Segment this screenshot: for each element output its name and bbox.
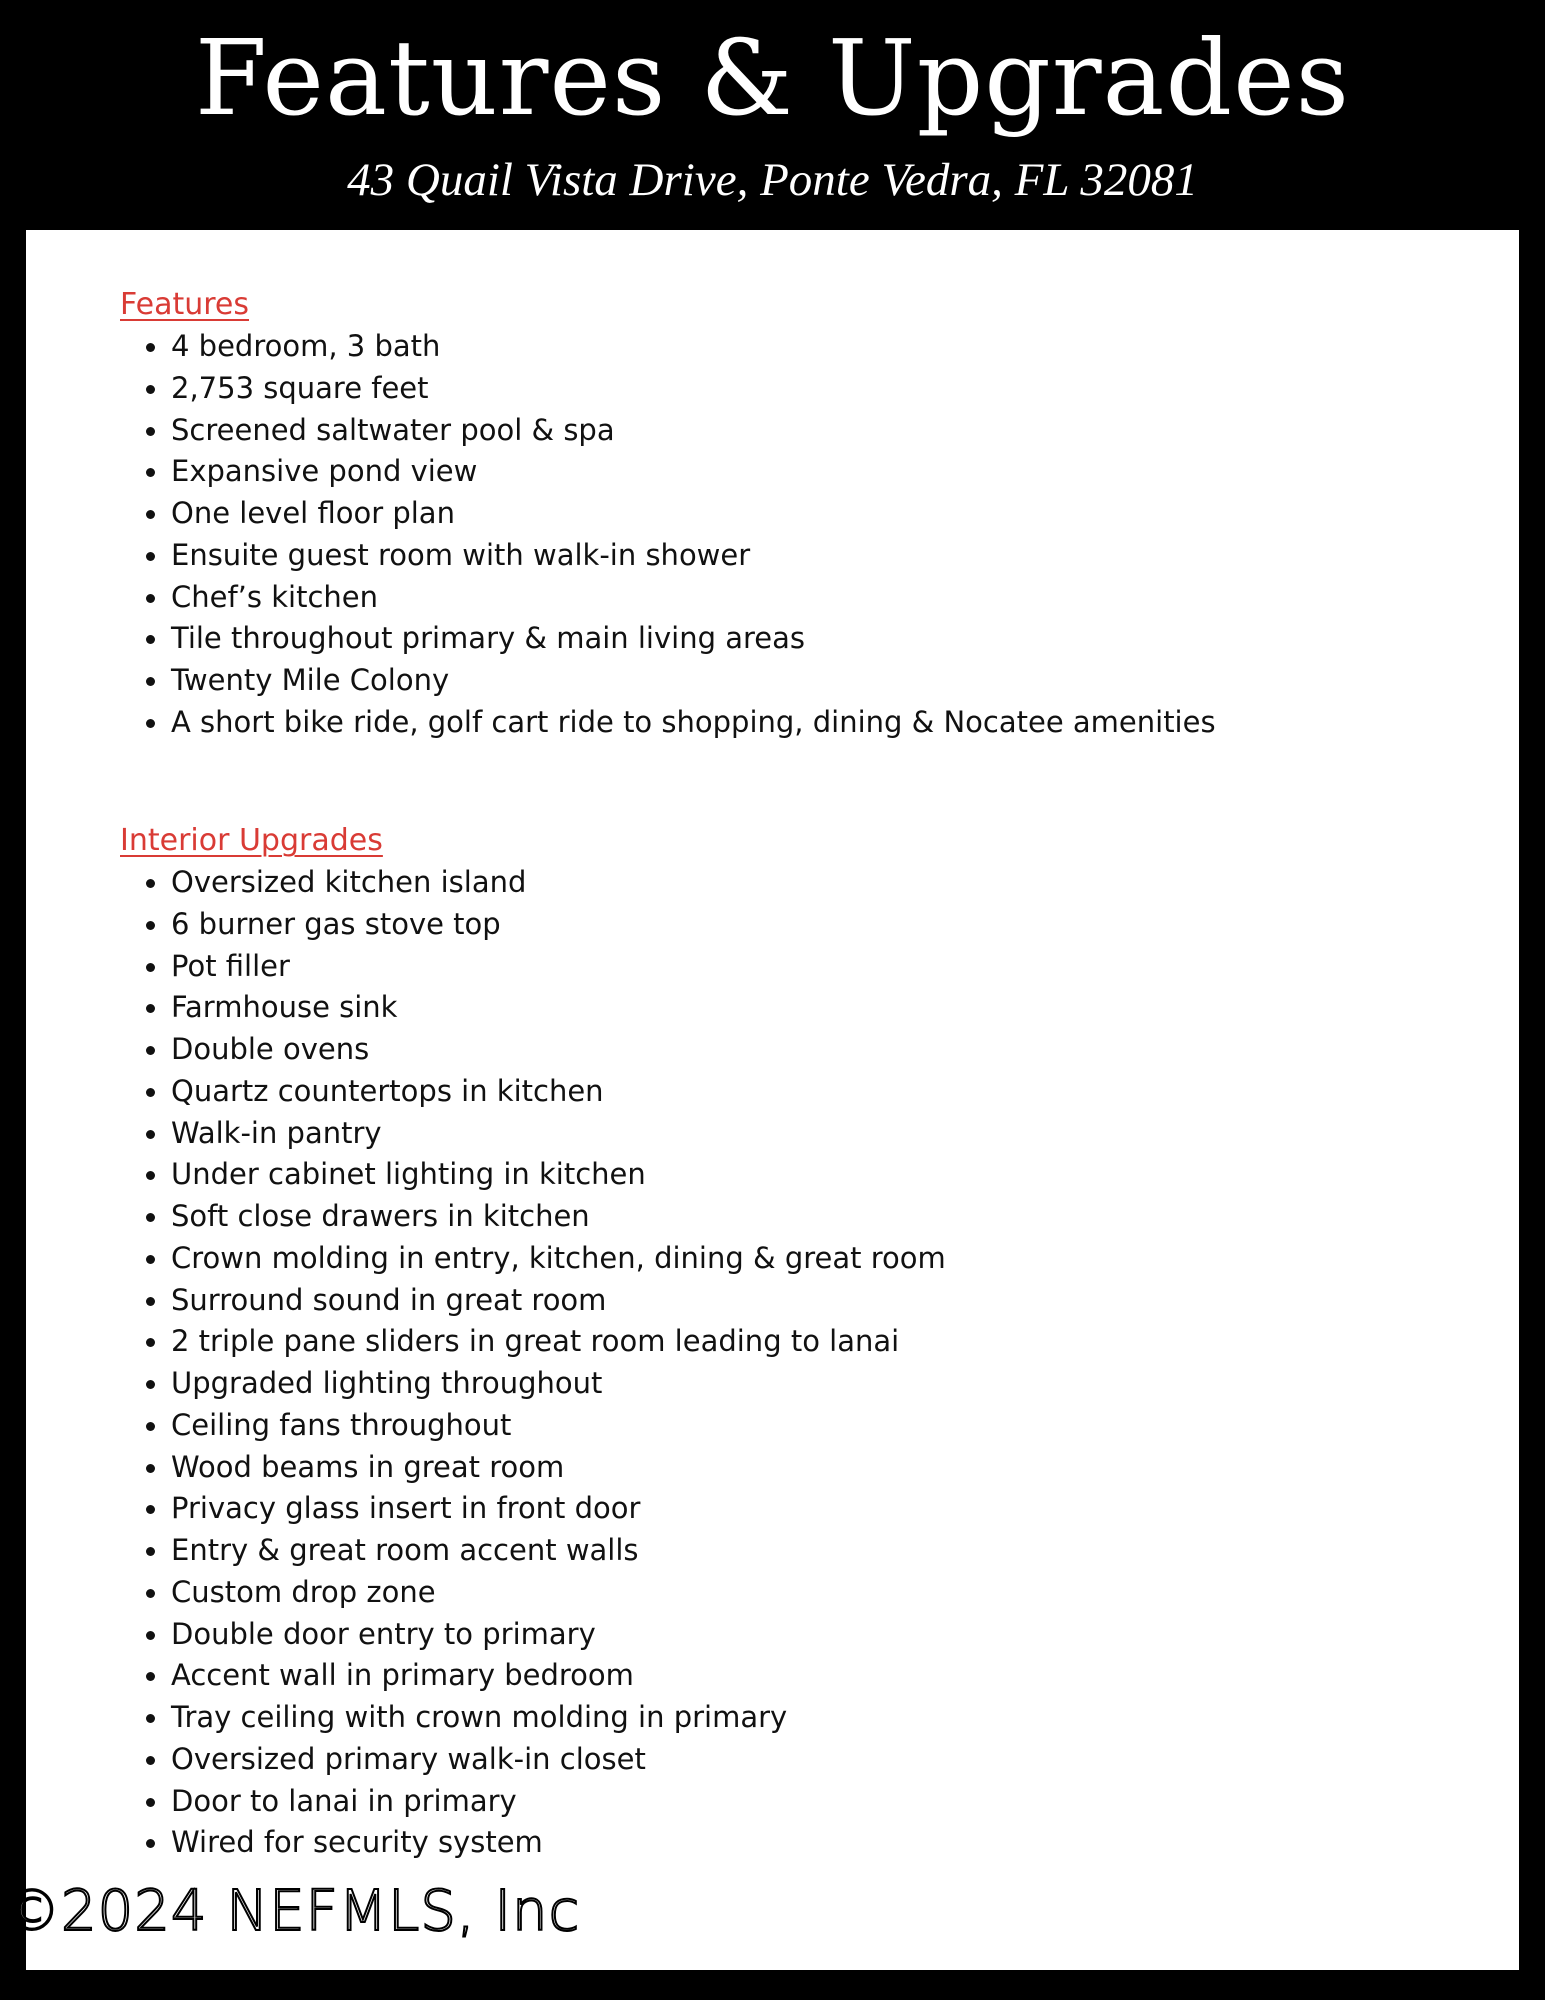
list-item <box>120 1321 946 1363</box>
list-item <box>120 862 946 904</box>
bullet-icon <box>146 879 155 888</box>
bullet-icon <box>146 343 155 352</box>
list-item-text: Oversized kitchen island <box>171 865 527 899</box>
list-item-text: Double door entry to primary <box>171 1616 596 1651</box>
list-item <box>120 987 946 1029</box>
list-item-text: Accent wall in primary bedroom <box>171 1658 634 1693</box>
bullet-icon <box>146 635 155 644</box>
copyright-watermark: ©2024 NEFMLS, Inc <box>4 1879 581 1944</box>
bullet-icon <box>146 510 155 519</box>
bullet-icon <box>146 1171 155 1180</box>
bullet-icon <box>146 468 155 477</box>
bullet-icon <box>146 1589 155 1598</box>
list-item <box>120 1405 946 1447</box>
bullet-icon <box>146 719 155 728</box>
list-item <box>120 1822 946 1864</box>
list-item <box>120 493 1216 535</box>
bullet-icon <box>146 552 155 561</box>
bullet-icon <box>146 1798 155 1807</box>
list-item <box>120 1238 946 1280</box>
list-item-text: Twenty Mile Colony <box>171 663 450 697</box>
list-item-text: Upgraded lighting throughout <box>171 1366 603 1400</box>
list-item-text: Entry & great room accent walls <box>171 1533 639 1567</box>
bullet-icon <box>146 1297 155 1306</box>
list-item <box>120 618 1216 660</box>
list-item <box>120 410 1216 452</box>
bullet-icon <box>146 1547 155 1556</box>
list-item <box>120 660 1216 702</box>
list-item <box>120 1113 946 1155</box>
list-item-text: 6 burner gas stove top <box>171 906 501 941</box>
list-item-text: Ensuite guest room with walk-in shower <box>171 537 751 572</box>
bullet-icon <box>146 1505 155 1514</box>
list-item <box>120 1655 946 1697</box>
list-item-text: Pot filler <box>171 948 290 983</box>
list-item-text: Wood beams in great room <box>171 1449 565 1484</box>
list-item <box>120 1363 946 1405</box>
bullet-icon <box>146 594 155 603</box>
interior-upgrades-section <box>120 820 946 1864</box>
list-item <box>120 368 1216 410</box>
interior-upgrades-heading: Interior Upgrades <box>120 823 383 858</box>
list-item <box>120 702 1216 744</box>
list-item-text: Quartz countertops in kitchen <box>171 1073 604 1108</box>
bullet-icon <box>146 1672 155 1681</box>
bullet-icon <box>146 963 155 972</box>
features-heading: Features <box>120 287 249 322</box>
list-item-text: Wired for security system <box>171 1825 543 1860</box>
list-item-text: Soft close drawers in kitchen <box>171 1199 590 1233</box>
list-item <box>120 1739 946 1781</box>
list-item-text: Ceiling fans throughout <box>171 1407 512 1442</box>
list-item <box>120 904 946 946</box>
list-item-text: Walk-in pantry <box>171 1115 382 1150</box>
bullet-icon <box>146 1756 155 1765</box>
list-item-text: Double ovens <box>171 1032 370 1066</box>
bullet-icon <box>146 1338 155 1347</box>
bullet-icon <box>146 1255 155 1264</box>
list-item-text: Tray ceiling with crown molding in primary <box>171 1700 788 1734</box>
bullet-icon <box>146 1422 155 1431</box>
list-item-text: Tile throughout primary & main living areas <box>171 621 805 656</box>
bullet-icon <box>146 427 155 436</box>
list-item-text: Farmhouse sink <box>171 990 398 1025</box>
list-item-text: 2,753 square feet <box>171 370 429 405</box>
bullet-icon <box>146 921 155 930</box>
list-item-text: Oversized primary walk-in closet <box>171 1741 646 1776</box>
list-item <box>120 326 1216 368</box>
bullet-icon <box>146 1046 155 1055</box>
list-item <box>120 1029 946 1071</box>
bullet-icon <box>146 1631 155 1640</box>
bullet-icon <box>146 677 155 686</box>
list-item <box>120 1781 946 1823</box>
bullet-icon <box>146 1130 155 1139</box>
list-item <box>120 1697 946 1739</box>
list-item-text: Surround sound in great room <box>171 1282 607 1317</box>
page-title: Features & Upgrades <box>194 17 1351 139</box>
list-item <box>120 1447 946 1489</box>
list-item <box>120 535 1216 577</box>
list-item-text: Under cabinet lighting in kitchen <box>171 1157 646 1192</box>
list-item <box>120 1154 946 1196</box>
bullet-icon <box>146 385 155 394</box>
bullet-icon <box>146 1714 155 1723</box>
list-item <box>120 577 1216 619</box>
bullet-icon <box>146 1088 155 1097</box>
list-item-text: Crown molding in entry, kitchen, dining & great room <box>171 1240 946 1275</box>
list-item-text: Chef’s kitchen <box>171 579 378 614</box>
property-address: 43 Quail Vista Drive, Ponte Vedra, FL 32081 <box>347 154 1198 206</box>
features-list <box>120 326 1216 744</box>
list-item <box>120 1280 946 1322</box>
list-item <box>120 451 1216 493</box>
list-item-text: 4 bedroom, 3 bath <box>171 329 441 363</box>
list-item <box>120 1530 946 1572</box>
list-item <box>120 1488 946 1530</box>
features-section <box>120 284 1216 744</box>
list-item <box>120 1572 946 1614</box>
list-item-text: Privacy glass insert in front door <box>171 1491 641 1526</box>
list-item <box>120 946 946 988</box>
list-item-text: Expansive pond view <box>171 454 478 489</box>
list-item-text: A short bike ride, golf cart ride to shopping, dining & Nocatee amenities <box>171 704 1216 739</box>
content-panel <box>26 230 1519 1970</box>
bullet-icon <box>146 1839 155 1848</box>
list-item <box>120 1614 946 1656</box>
interior-upgrades-list <box>120 862 946 1864</box>
list-item <box>120 1196 946 1238</box>
bullet-icon <box>146 1213 155 1222</box>
list-item <box>120 1071 946 1113</box>
list-item-text: Screened saltwater pool & spa <box>171 412 615 447</box>
list-item-text: One level floor plan <box>171 496 455 530</box>
list-item-text: Custom drop zone <box>171 1574 436 1609</box>
bullet-icon <box>146 1380 155 1389</box>
list-item-text: Door to lanai in primary <box>171 1783 517 1818</box>
bullet-icon <box>146 1464 155 1473</box>
bullet-icon <box>146 1004 155 1013</box>
list-item-text: 2 triple pane sliders in great room leading to lanai <box>171 1324 900 1359</box>
